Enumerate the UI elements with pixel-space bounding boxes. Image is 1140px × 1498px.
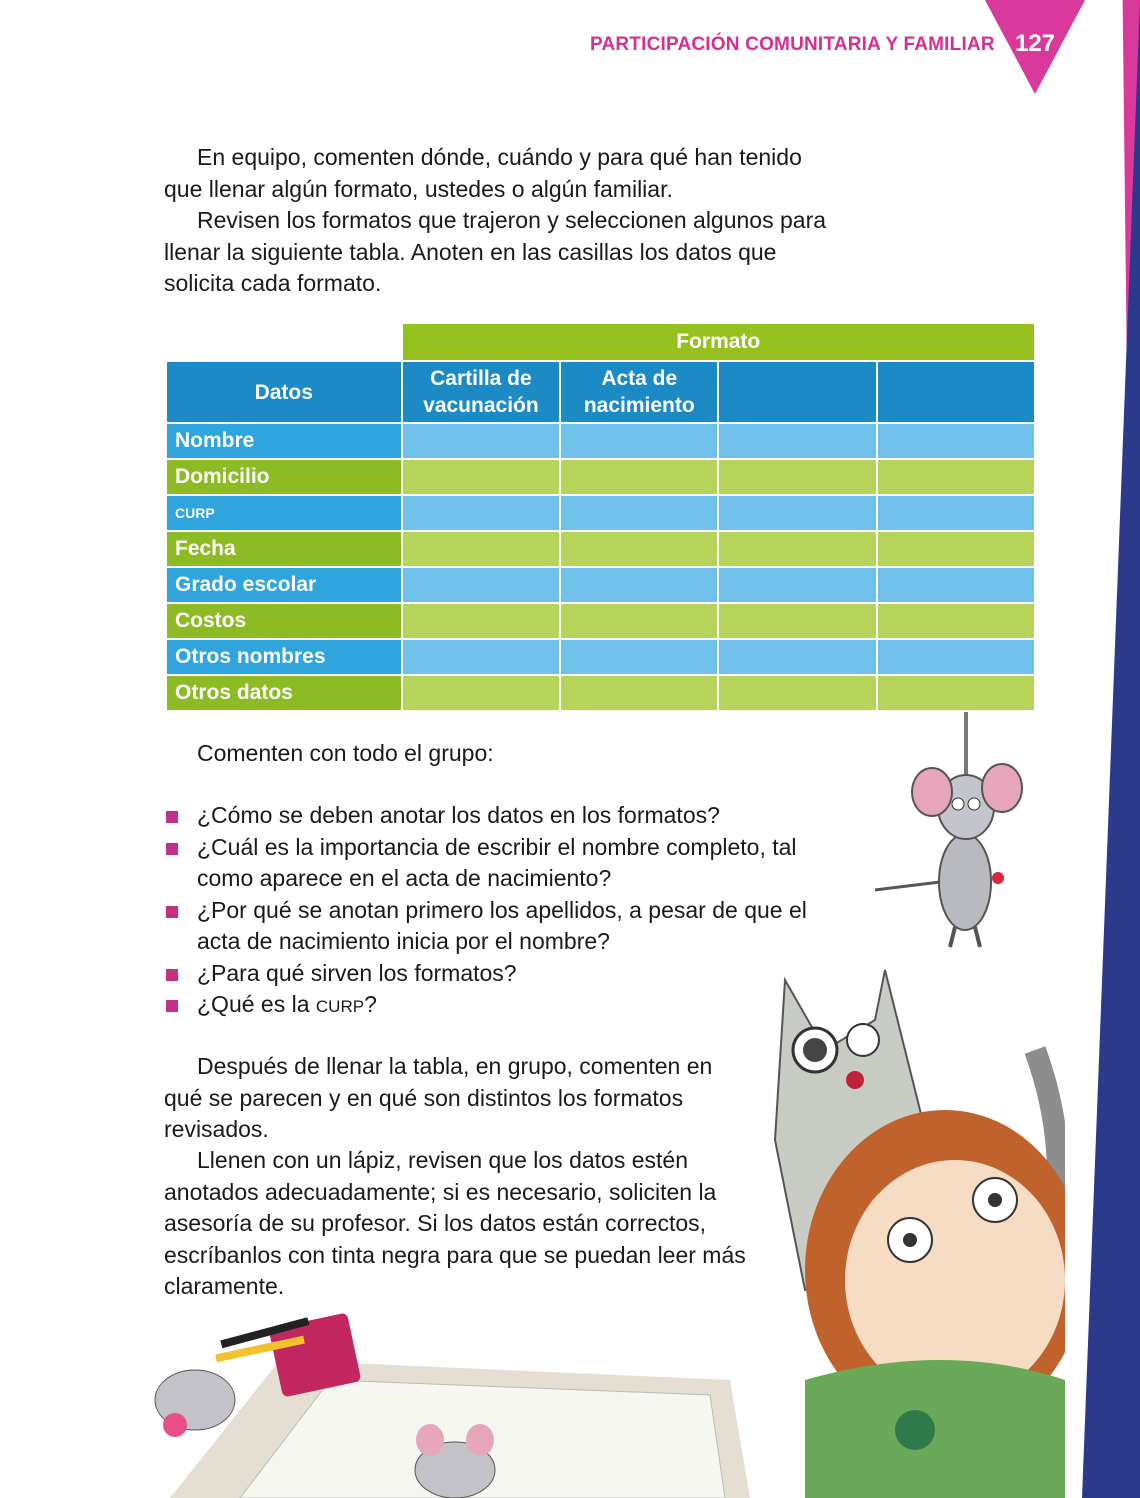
- table-cell[interactable]: [877, 495, 1035, 531]
- datos-header: Datos: [166, 361, 402, 423]
- page-number: 127: [1014, 30, 1056, 57]
- table-cell[interactable]: [560, 567, 718, 603]
- table-cell[interactable]: [877, 531, 1035, 567]
- table-cell[interactable]: [560, 459, 718, 495]
- table-cell[interactable]: [560, 423, 718, 459]
- list-item: ¿Cómo se deben anotar los datos en los formatos?: [164, 800, 844, 832]
- list-item: ¿Para qué sirven los formatos?: [164, 958, 844, 990]
- intro-paragraph-1: En equipo, comenten dónde, cuándo y para qué han tenido que llenar algún formato, ustedes o algún familiar.: [164, 144, 802, 202]
- table-cell[interactable]: [718, 675, 876, 711]
- table-cell[interactable]: [718, 639, 876, 675]
- row-label-otros-datos: Otros datos: [166, 675, 402, 711]
- table-cell[interactable]: [560, 675, 718, 711]
- table-cell[interactable]: [877, 423, 1035, 459]
- closing-paragraph-2: Llenen con un lápiz, revisen que los datos estén anotados adecuadamente; si es necesario, soliciten la asesoría de su profesor. Si los datos están correctos, escríbanlos con tinta negra para que se puedan leer más claramente.: [164, 1147, 746, 1299]
- question-curp-abbr: CURP: [315, 997, 365, 1016]
- table-row: [166, 675, 1035, 711]
- intro-paragraph-2: Revisen los formatos que trajeron y seleccionen algunos para llenar la siguiente tabla. Anoten en las casillas los datos que solicita cada formato.: [164, 207, 827, 296]
- table-row: [166, 603, 1035, 639]
- table-cell[interactable]: [402, 531, 561, 567]
- row-label-otros-nombres: Otros nombres: [166, 639, 402, 675]
- formats-table: [165, 322, 1036, 712]
- page-edge-stripe-blue: [1082, 0, 1140, 1498]
- table-cell[interactable]: [877, 459, 1035, 495]
- table-cell[interactable]: [560, 639, 718, 675]
- table-cell[interactable]: [402, 459, 561, 495]
- row-label-fecha: Fecha: [166, 531, 402, 567]
- girl-and-cat-illustration: [745, 960, 1065, 1498]
- table-cell[interactable]: [877, 567, 1035, 603]
- table-corner: [166, 323, 402, 361]
- list-item: ¿Por qué se anotan primero los apellidos, a pesar de que el acta de nacimiento inicia por el nombre?: [164, 895, 844, 958]
- question-curp-pre: ¿Qué es la: [197, 991, 316, 1017]
- table-row: [166, 495, 1035, 531]
- table-cell[interactable]: [718, 567, 876, 603]
- table-cell[interactable]: [402, 423, 561, 459]
- column-header-blank-3: [718, 361, 876, 423]
- discussion-lead: Comenten con todo el grupo:: [197, 740, 494, 766]
- table-row: [166, 531, 1035, 567]
- table-row: [166, 639, 1035, 675]
- section-title: PARTICIPACIÓN COMUNITARIA Y FAMILIAR: [590, 34, 995, 55]
- table-cell[interactable]: [877, 603, 1035, 639]
- table-cell[interactable]: [877, 675, 1035, 711]
- list-item: ¿Cuál es la importancia de escribir el nombre completo, tal como aparece en el acta de nacimiento?: [164, 832, 844, 895]
- row-label-grado-escolar: Grado escolar: [166, 567, 402, 603]
- table-cell[interactable]: [402, 639, 561, 675]
- column-header-cartilla: Cartilla de vacunación: [402, 361, 561, 423]
- table-cell[interactable]: [718, 531, 876, 567]
- row-label-nombre: Nombre: [166, 423, 402, 459]
- row-label-curp: CURP: [166, 495, 402, 531]
- table-cell[interactable]: [402, 675, 561, 711]
- closing-paragraph-1: Después de llenar la tabla, en grupo, comenten en qué se parecen y en qué son distintos los formatos revisados.: [164, 1053, 713, 1142]
- hanging-mouse-illustration: [870, 712, 1040, 952]
- list-item: [164, 989, 844, 1023]
- question-curp-post: ?: [364, 991, 377, 1017]
- table-row: [166, 567, 1035, 603]
- table-cell[interactable]: [402, 603, 561, 639]
- column-header-blank-4: [877, 361, 1035, 423]
- formato-group-header: Formato: [402, 323, 1036, 361]
- table-cell[interactable]: [402, 567, 561, 603]
- table-cell[interactable]: [877, 639, 1035, 675]
- row-label-costos: Costos: [166, 603, 402, 639]
- row-label-domicilio: Domicilio: [166, 459, 402, 495]
- table-row: [166, 423, 1035, 459]
- table-row: [166, 459, 1035, 495]
- question-list: [164, 800, 844, 1023]
- table-cell[interactable]: [718, 423, 876, 459]
- table-cell[interactable]: [402, 495, 561, 531]
- desk-and-mice-illustration: [150, 1300, 750, 1498]
- table-cell[interactable]: [560, 495, 718, 531]
- table-cell[interactable]: [718, 495, 876, 531]
- table-cell[interactable]: [560, 531, 718, 567]
- table-cell[interactable]: [718, 459, 876, 495]
- column-header-acta: Acta de nacimiento: [560, 361, 718, 423]
- table-cell[interactable]: [718, 603, 876, 639]
- table-cell[interactable]: [560, 603, 718, 639]
